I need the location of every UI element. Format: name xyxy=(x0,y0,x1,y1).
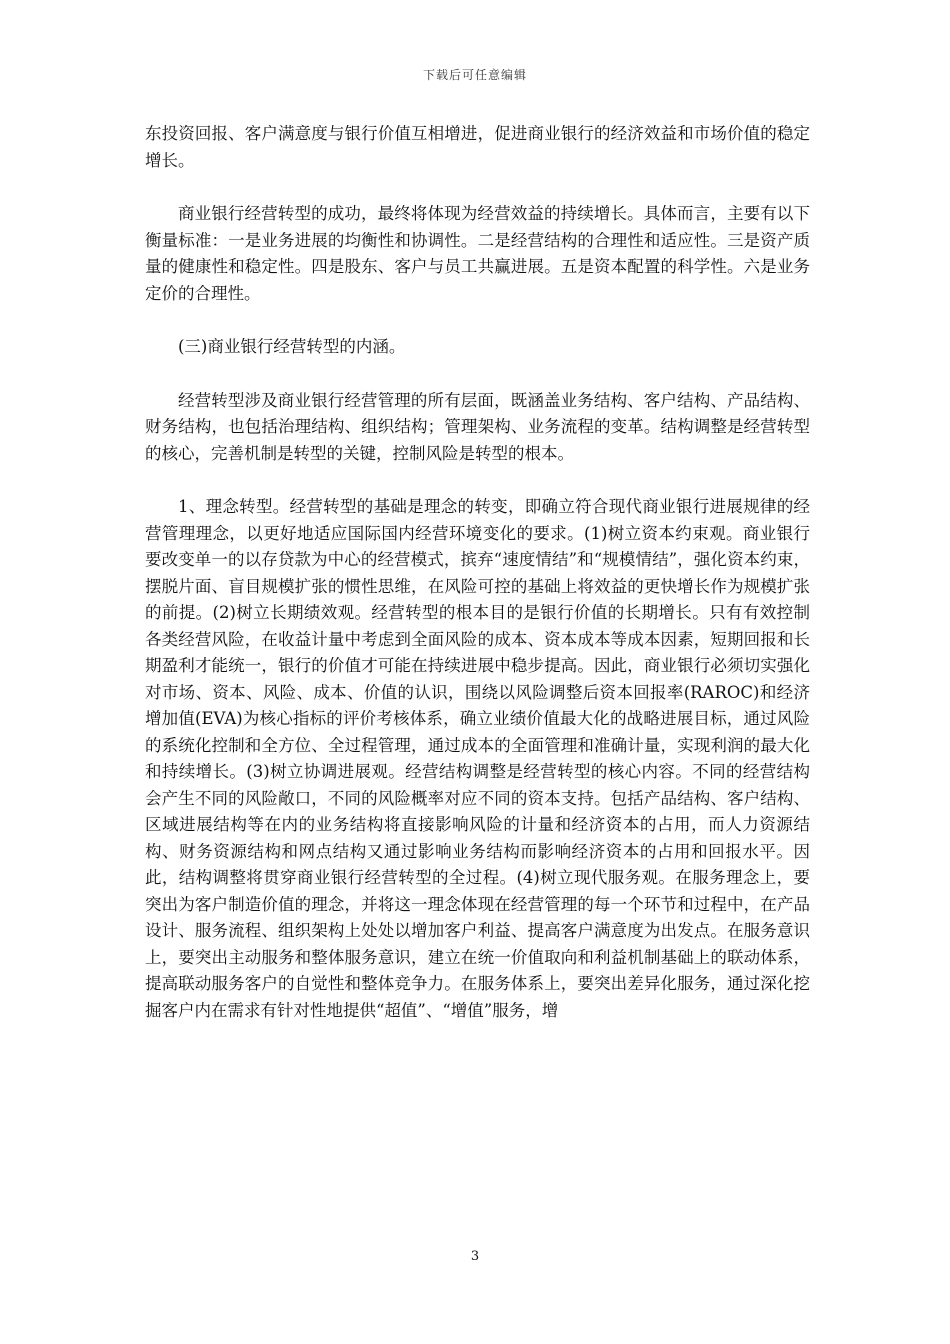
paragraph-gap xyxy=(145,307,810,334)
paragraph-gap xyxy=(145,467,810,494)
paragraph-gap xyxy=(145,174,810,201)
section-heading: (三)商业银行经营转型的内涵。 xyxy=(178,337,406,356)
header-note: 下载后可任意编辑 xyxy=(422,68,527,82)
paragraph-continuation: 东投资回报、客户满意度与银行价值互相增进，促进商业银行的经济效益和市场价值的稳定增长。 xyxy=(145,124,810,170)
paragraph-measurement-standards: 商业银行经营转型的成功，最终将体现为经营效益的持续增长。具体而言，主要有以下衡量标准：一是业务进展的均衡性和协调性。二是经营结构的合理性和适应性。三是资产质量的健康性和稳定性。四是股东、客户与员工共赢进展。五是资本配置的科学性。六是业务定价的合理性。 xyxy=(145,204,810,303)
paragraph-connotation: 经营转型涉及商业银行经营管理的所有层面，既涵盖业务结构、客户结构、产品结构、财务结构，也包括治理结构、组织结构；管理架构、业务流程的变革。结构调整是经营转型的核心，完善机制是转型的关键，控制风险是转型的根本。 xyxy=(145,390,810,463)
paragraph-gap xyxy=(145,361,810,388)
document-body xyxy=(145,121,810,1024)
page-number: 3 xyxy=(470,1249,480,1264)
paragraph-concept-transformation: 1、理念转型。经营转型的基础是理念的转变，即确立符合现代商业银行进展规律的经营管理理念，以更好地适应国际国内经营环境变化的要求。(1)树立资本约束观。商业银行要改变单一的以存贷款为中心的经营模式，摈弃“速度情结”和“规模情结”，强化资本约束，摆脱片面、盲目规模扩张的惯性思维，在风险可控的基础上将效益的更快增长作为规模扩张的前提。(2)树立长期绩效观。经营转型的根本目的是银行价值的长期增长。只有有效控制各类经营风险，在收益计量中考虑到全面风险的成本、资本成本等成本因素，短期回报和长期盈利才能统一，银行的价值才可能在持续进展中稳步提高。因此，商业银行必须切实强化对市场、资本、风险、成本、价值的认识，围绕以风险调整后资本回报率(RAROC)和经济增加值(EVA)为核心指标的评价考核体系，确立业绩价值最大化的战略进展目标，通过风险的系统化控制和全方位、全过程管理，通过成本的全面管理和准确计量，实现利润的最大化和持续增长。(3)树立协调进展观。经营结构调整是经营转型的核心内容。不同的经营结构会产生不同的风险敞口，不同的风险概率对应不同的资本支持。包括产品结构、客户结构、区域进展结构等在内的业务结构将直接影响风险的计量和经济资本的占用，而人力资源结构、财务资源结构和网点结构又通过影响业务结构而影响经济资本的占用和回报水平。因此，结构调整将贯穿商业银行经营转型的全过程。(4)树立现代服务观。在服务理念上，要突出为客户制造价值的理念，并将这一理念体现在经营管理的每一个环节和过程中，在产品设计、服务流程、组织架构上处处以增加客户利益、提高客户满意度为出发点。在服务意识上，要突出主动服务和整体服务意识，建立在统一价值取向和利益机制基础上的联动体系，提高联动服务客户的自觉性和整体竞争力。在服务体系上，要突出差异化服务，通过深化挖掘客户内在需求有针对性地提供“超值”、“增值”服务，增 xyxy=(145,497,810,1020)
